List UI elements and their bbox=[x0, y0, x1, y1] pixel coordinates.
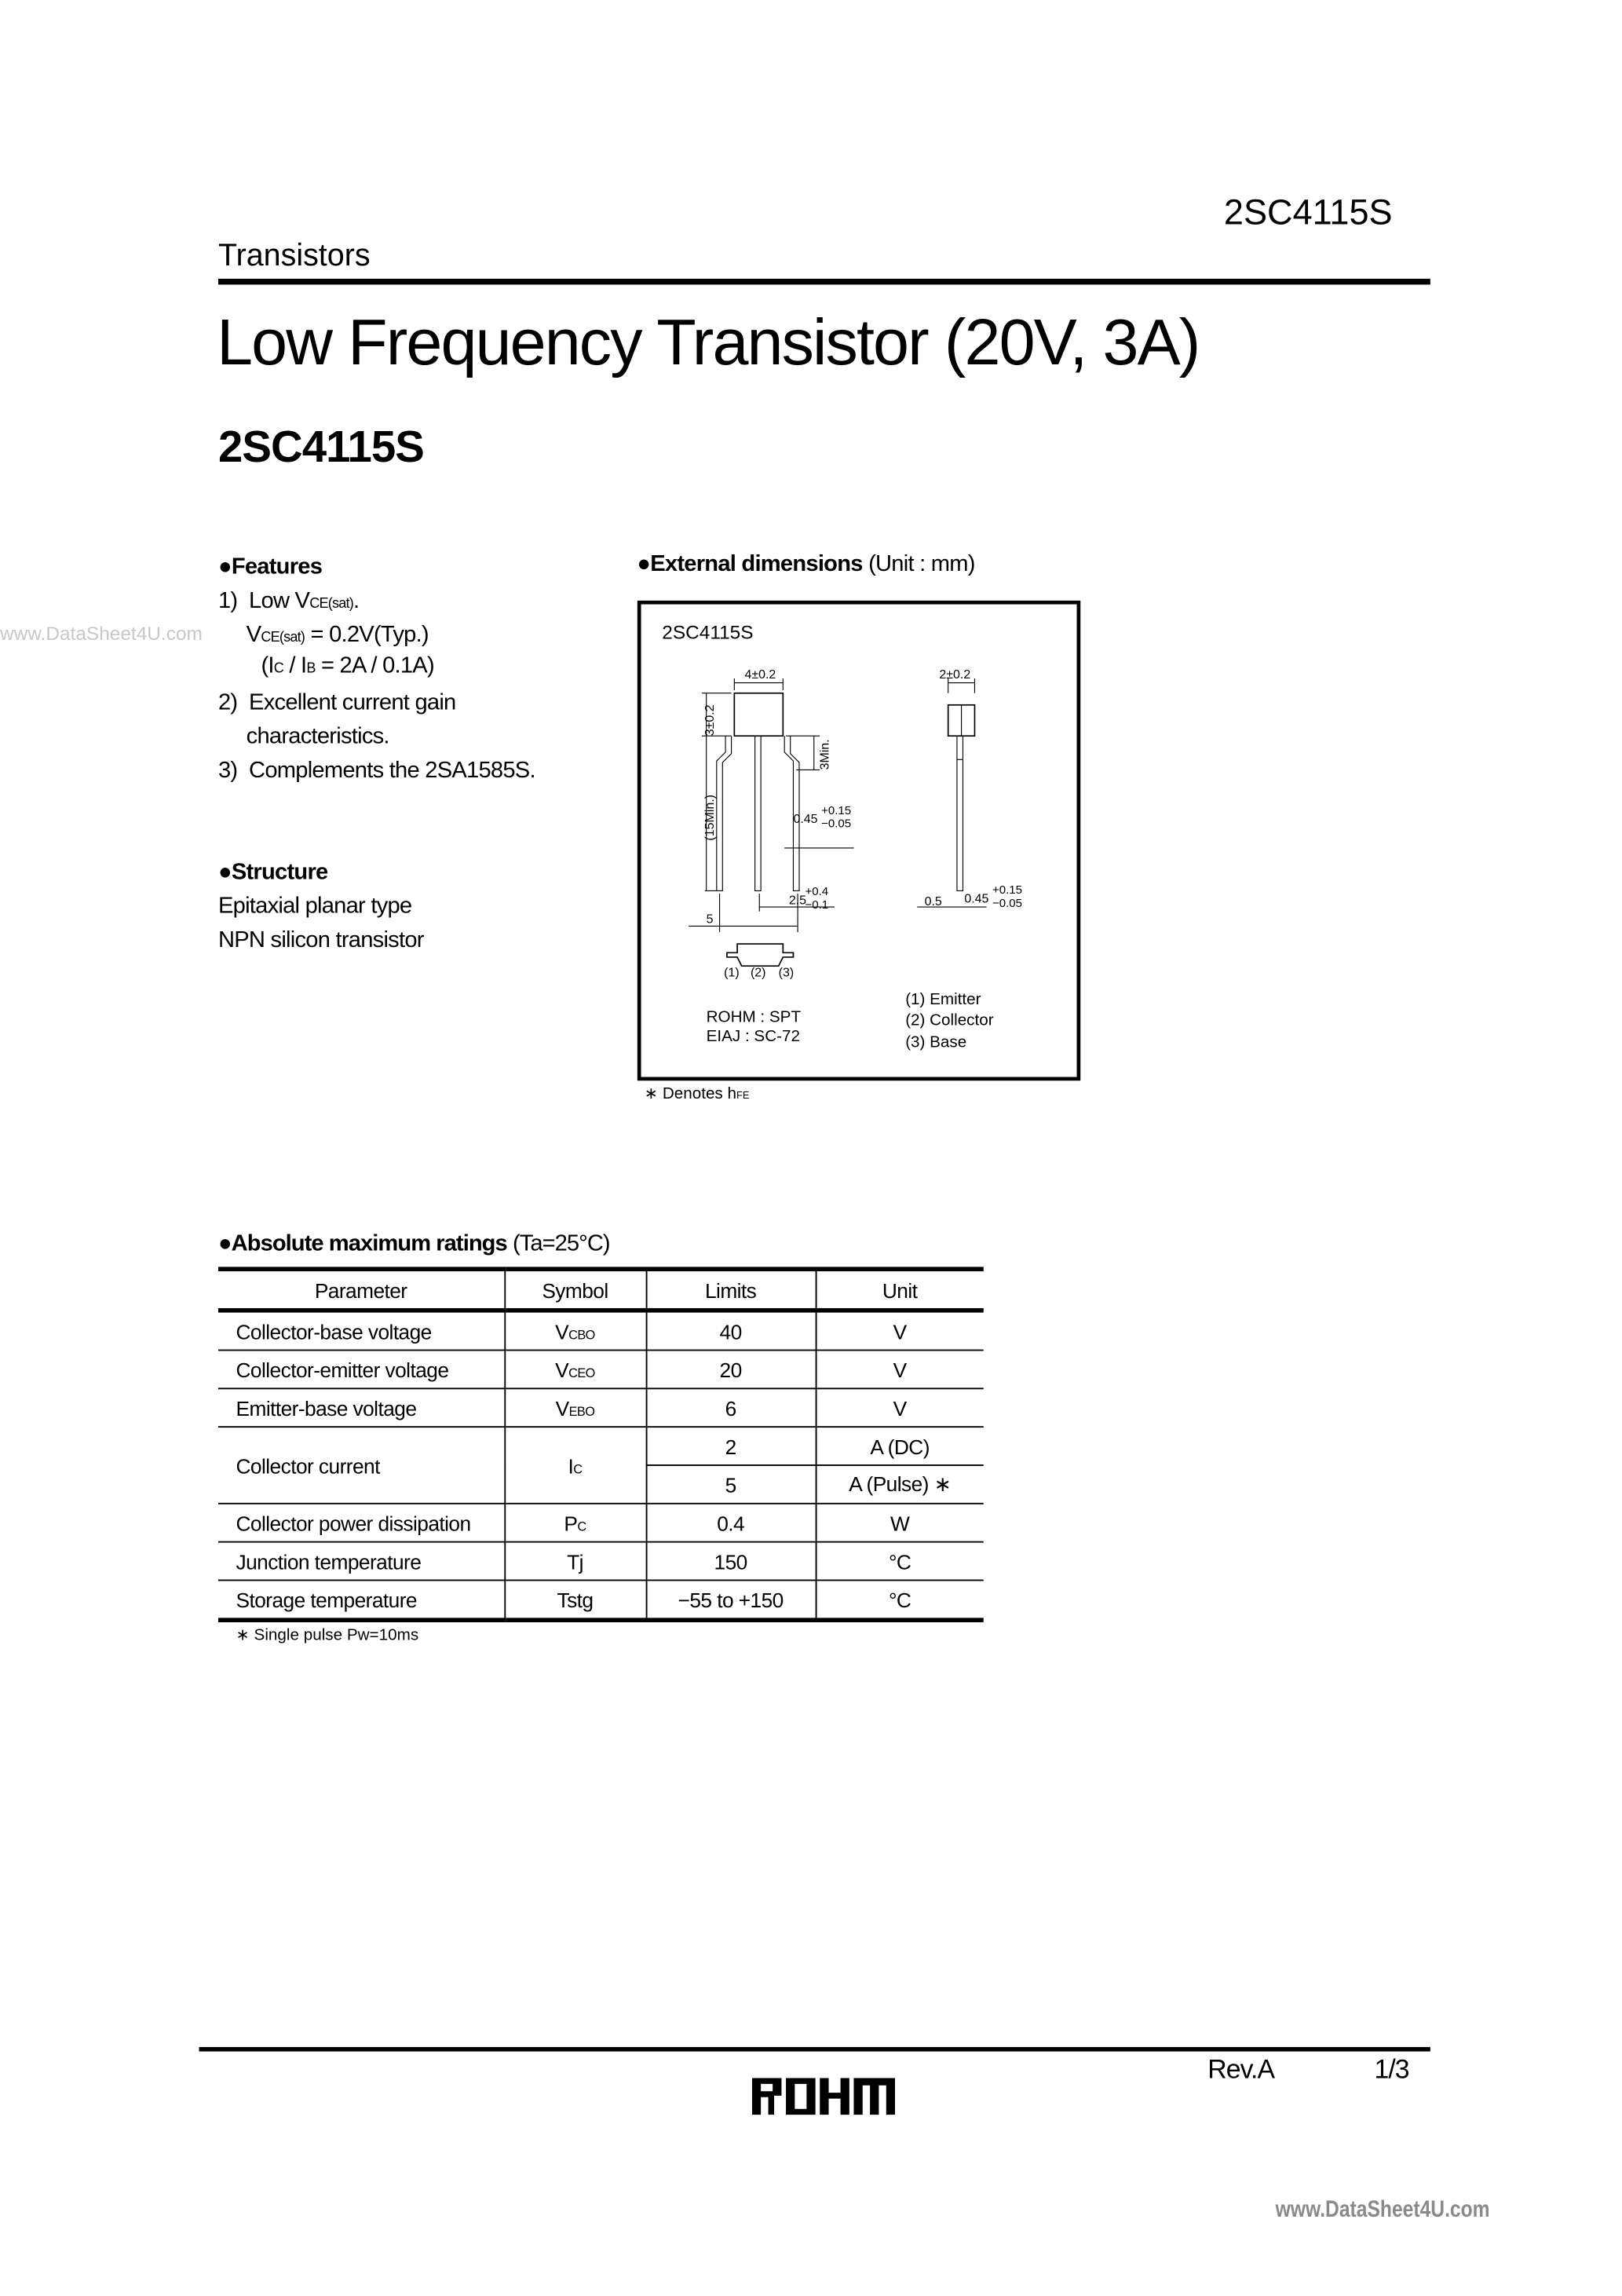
feature-1: 1) Low VCE(sat). bbox=[217, 588, 360, 614]
drawing-part-label: 2SC4115S bbox=[662, 622, 754, 644]
package-body-front bbox=[734, 693, 783, 736]
dimensions-note: ∗ Denotes hFE bbox=[644, 1085, 750, 1103]
package-eiaj: EIAJ : SC-72 bbox=[706, 1026, 800, 1045]
svg-text:(3): (3) bbox=[778, 966, 795, 980]
col-parameter: Parameter bbox=[218, 1269, 504, 1311]
svg-text:3Min.: 3Min. bbox=[818, 739, 832, 770]
ratings-heading: ●Absolute maximum ratings (Ta=25°C) bbox=[217, 1231, 610, 1257]
feature-1-condition: (IC / IB = 2A / 0.1A) bbox=[261, 653, 434, 678]
table-header-row bbox=[218, 1269, 984, 1311]
lead-side bbox=[957, 736, 963, 890]
package-bottom-view bbox=[727, 944, 794, 966]
pin-base: (3) Base bbox=[905, 1033, 967, 1051]
col-unit: Unit bbox=[816, 1269, 984, 1311]
col-symbol: Symbol bbox=[504, 1269, 645, 1311]
features-heading: ●Features bbox=[217, 554, 323, 580]
feature-3: 3) Complements the 2SA1585S. bbox=[217, 758, 535, 784]
pin-emitter: (1) Emitter bbox=[905, 990, 981, 1009]
table-row: Collector power dissipation PC 0.4 W bbox=[218, 1504, 984, 1542]
svg-text:2±0.2: 2±0.2 bbox=[939, 667, 971, 682]
svg-text:−0.05: −0.05 bbox=[992, 897, 1023, 911]
header-category: Transistors bbox=[217, 239, 371, 273]
table-row: 5 A (Pulse) ∗ bbox=[218, 1465, 984, 1504]
lead-collector bbox=[755, 736, 762, 890]
header-part-number: 2SC4115S bbox=[1223, 193, 1393, 233]
ratings-table bbox=[218, 1267, 984, 1622]
dim-span bbox=[689, 894, 798, 932]
lead-emitter bbox=[717, 736, 732, 890]
feature-2: 2) Excellent current gain bbox=[217, 689, 456, 715]
svg-text:0.45: 0.45 bbox=[793, 813, 818, 827]
watermark-bottom: www.DataSheet4U.com bbox=[1275, 2197, 1490, 2223]
table-row: Emitter-base voltage VEBO 6 V bbox=[218, 1388, 984, 1427]
svg-text:+0.15: +0.15 bbox=[992, 883, 1023, 898]
footer-rule bbox=[199, 2047, 1430, 2051]
dimensions-heading: ●External dimensions (Unit : mm) bbox=[637, 551, 975, 577]
feature-1-value: VCE(sat) = 0.2V(Typ.) bbox=[246, 622, 429, 648]
svg-text:+0.15: +0.15 bbox=[821, 803, 852, 817]
svg-text:+0.4: +0.4 bbox=[805, 885, 829, 899]
table-row: Storage temperature Tstg −55 to +150 °C bbox=[218, 1580, 984, 1620]
feature-2-cont: characteristics. bbox=[246, 724, 389, 750]
footer-page: 1/3 bbox=[1374, 2054, 1409, 2084]
svg-text:3±0.2: 3±0.2 bbox=[703, 704, 718, 737]
page-subtitle: 2SC4115S bbox=[217, 423, 424, 473]
col-limits: Limits bbox=[646, 1269, 816, 1311]
footer-revision: Rev.A bbox=[1207, 2054, 1275, 2084]
svg-text:0.45: 0.45 bbox=[964, 892, 989, 906]
table-row: Collector-base voltage VCBO 40 V bbox=[218, 1311, 984, 1351]
svg-text:5: 5 bbox=[706, 912, 714, 927]
svg-text:(15Min.): (15Min.) bbox=[703, 795, 718, 841]
structure-heading: ●Structure bbox=[217, 859, 328, 885]
package-rohm: ROHM : SPT bbox=[706, 1007, 802, 1026]
svg-text:−0.1: −0.1 bbox=[805, 898, 829, 912]
svg-text:4±0.2: 4±0.2 bbox=[744, 667, 776, 682]
structure-line-1: Epitaxial planar type bbox=[217, 894, 412, 919]
dim-bend bbox=[786, 736, 820, 770]
svg-text:−0.05: −0.05 bbox=[821, 817, 852, 831]
svg-text:(1): (1) bbox=[724, 966, 740, 980]
structure-line-2: NPN silicon transistor bbox=[217, 927, 424, 953]
watermark-left: www.DataSheet4U.com bbox=[0, 622, 203, 645]
page-title: Low Frequency Transistor (20V, 3A) bbox=[217, 306, 1200, 379]
table-row: Junction temperature Tj 150 °C bbox=[218, 1542, 984, 1581]
pin-collector: (2) Collector bbox=[905, 1011, 994, 1029]
svg-text:2.5: 2.5 bbox=[788, 894, 807, 908]
table-row: Collector current IC 2 A (DC) bbox=[218, 1427, 984, 1465]
rohm-logo bbox=[752, 2078, 895, 2115]
svg-text:(2): (2) bbox=[750, 966, 766, 980]
table-row: Collector-emitter voltage VCEO 20 V bbox=[218, 1350, 984, 1388]
ratings-footnote: ∗ Single pulse Pw=10ms bbox=[236, 1626, 419, 1645]
svg-text:0.5: 0.5 bbox=[924, 895, 942, 909]
